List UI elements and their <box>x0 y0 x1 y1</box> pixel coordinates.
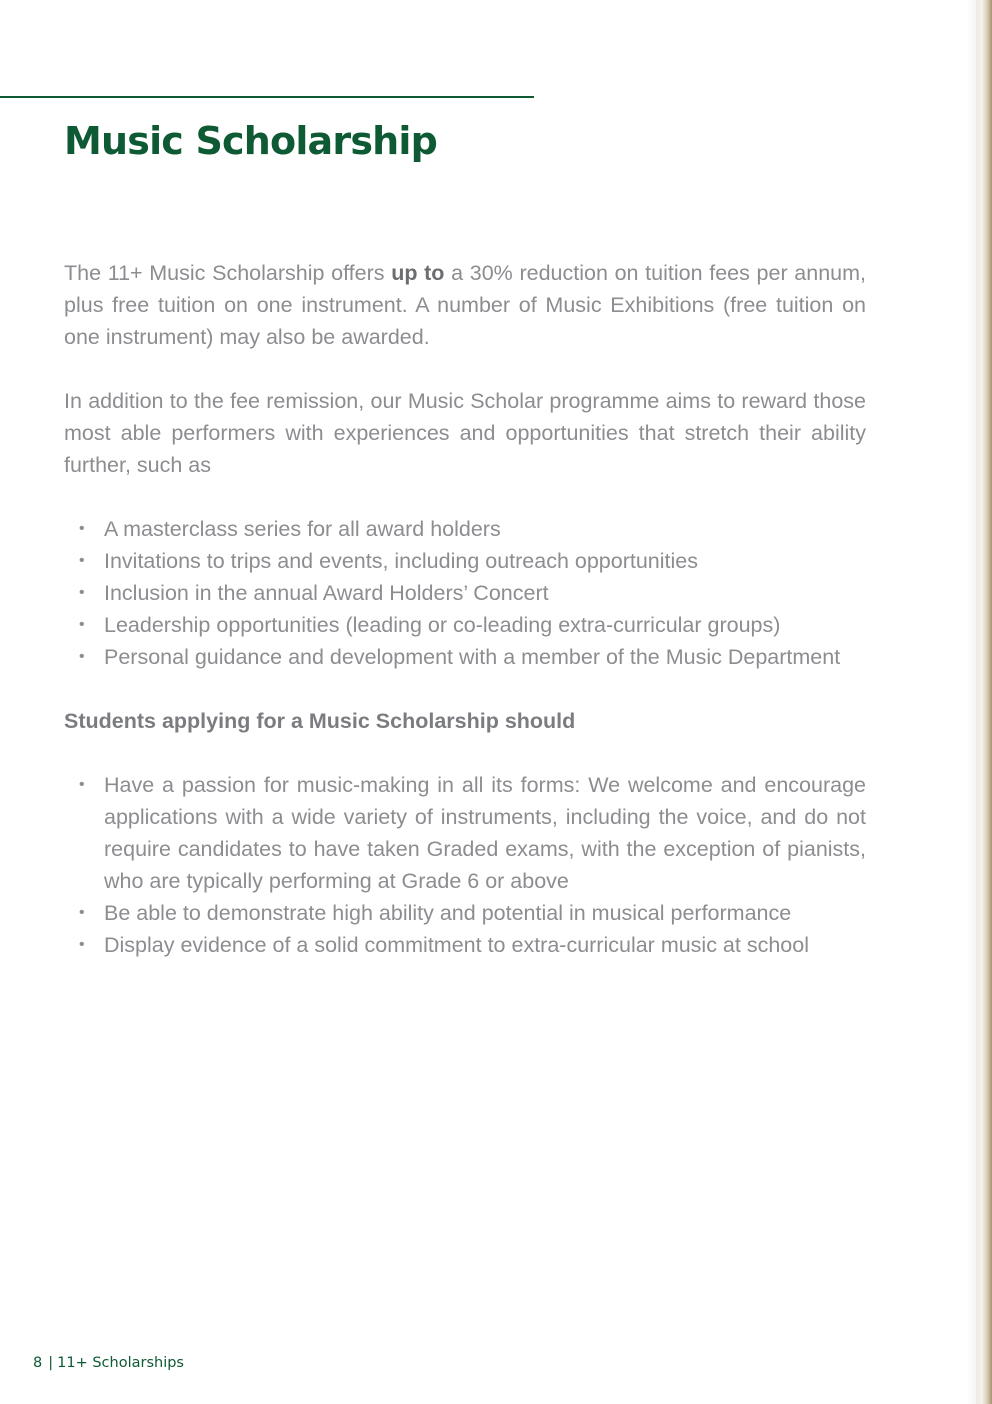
bullet-icon: • <box>79 616 85 633</box>
benefit-text: Leadership opportunities (leading or co-leading extra-curricular groups) <box>104 613 781 637</box>
page-footer <box>33 1355 184 1371</box>
bullet-icon: • <box>79 552 85 569</box>
requirement-item <box>64 769 866 897</box>
benefits-list <box>64 513 866 673</box>
bullet-icon: • <box>79 648 85 665</box>
intro-bold-text: up to <box>391 261 445 285</box>
requirement-text: Have a passion for music-making in all its forms: We welcome and encourage applications with a wide variety of instruments, including the voice, and do not require candidates to have taken Graded exams, with the exception of pianists, who are typically performing at Grade 6 or above <box>104 773 866 893</box>
benefit-text: A masterclass series for all award holders <box>104 517 501 541</box>
bullet-icon: • <box>79 936 85 953</box>
requirement-item <box>64 897 866 929</box>
requirement-item <box>64 929 866 961</box>
requirement-text: Display evidence of a solid commitment to extra-curricular music at school <box>104 933 809 957</box>
page-number: 8 <box>33 1355 43 1371</box>
programme-paragraph: In addition to the fee remission, our Music Scholar programme aims to reward those most able performers with experiences and opportunities that stretch their ability further, such as <box>64 389 866 477</box>
benefit-text: Personal guidance and development with a member of the Music Department <box>104 645 841 669</box>
benefit-item <box>64 609 866 641</box>
body-content <box>64 257 866 993</box>
page-title: Music Scholarship <box>64 119 438 163</box>
benefit-item <box>64 641 866 673</box>
requirements-list <box>64 769 866 961</box>
requirement-text: Be able to demonstrate high ability and potential in musical performance <box>104 901 792 925</box>
top-divider-rule <box>0 96 534 98</box>
bullet-icon: • <box>79 904 85 921</box>
benefit-item <box>64 513 866 545</box>
footer-section-title: 11+ Scholarships <box>57 1355 184 1371</box>
requirements-heading: Students applying for a Music Scholarship should <box>64 709 576 733</box>
intro-paragraph <box>64 257 866 353</box>
intro-text-end: a 30% reduction on tuition fees per annum, plus free tuition on one instrument. A number of Music Exhibitions (free tuition on one instrument) may also be awarded. <box>64 261 867 349</box>
benefit-item <box>64 577 866 609</box>
adjacent-page-edge <box>976 0 992 1404</box>
benefit-text: Invitations to trips and events, including outreach opportunities <box>104 549 699 573</box>
benefit-text: Inclusion in the annual Award Holders’ Concert <box>104 581 549 605</box>
bullet-icon: • <box>79 520 85 537</box>
footer-separator: | <box>48 1355 54 1371</box>
bullet-icon: • <box>79 584 85 601</box>
bullet-icon: • <box>79 776 85 793</box>
benefit-item <box>64 545 866 577</box>
intro-text-start: The 11+ Music Scholarship offers <box>64 261 392 285</box>
